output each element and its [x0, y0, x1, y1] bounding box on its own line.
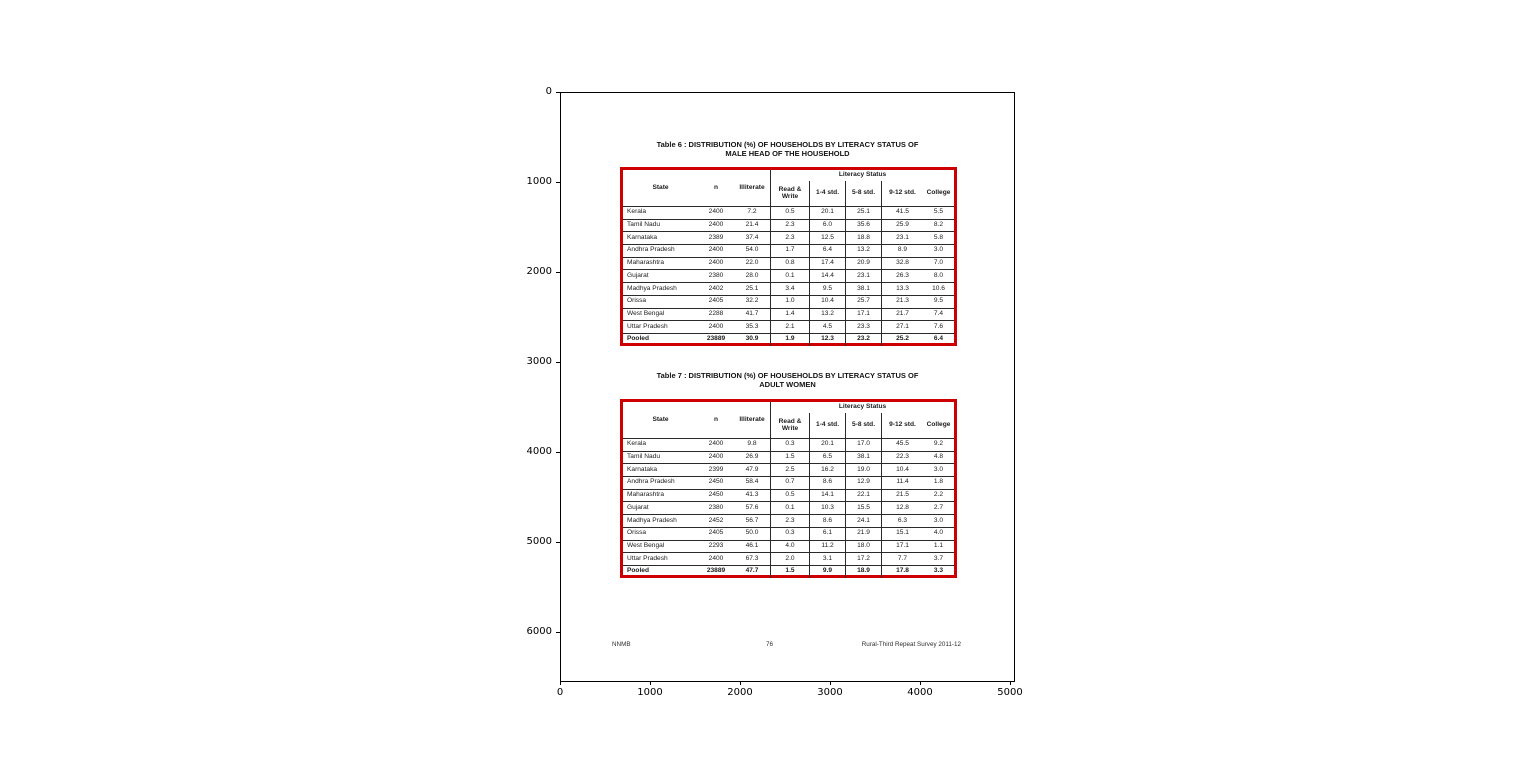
y-tick-label: 5000 — [526, 536, 552, 547]
row-value: 27.1 — [881, 320, 923, 333]
row-state-name: Tamil Nadu — [623, 219, 698, 232]
row-value: 8.2 — [923, 219, 954, 232]
x-tick-label: 4000 — [907, 687, 933, 698]
row-value: 18.8 — [845, 231, 881, 244]
row-state-name: Pooled — [623, 333, 698, 346]
row-value: 9.9 — [809, 565, 845, 578]
row-state-name: Gujarat — [623, 501, 698, 514]
row-value: 25.9 — [881, 219, 923, 232]
footer-left-nnmb: NNMB — [612, 641, 631, 648]
row-value: 35.3 — [734, 320, 770, 333]
row-value: 0.1 — [770, 501, 809, 514]
row-value: 10.3 — [809, 501, 845, 514]
row-state-name: Pooled — [623, 565, 698, 578]
column-header-5-8-std-: 5-8 std. — [845, 181, 881, 206]
y-tick-mark — [556, 632, 560, 633]
row-value: 8.6 — [809, 476, 845, 489]
y-tick-mark — [556, 272, 560, 273]
table-6-title — [561, 140, 1014, 158]
row-value: 3.4 — [770, 282, 809, 295]
row-value: 38.1 — [845, 451, 881, 464]
row-value: 2.0 — [770, 552, 809, 565]
row-value: 20.9 — [845, 257, 881, 270]
row-value: 16.2 — [809, 463, 845, 476]
row-value: 2405 — [698, 527, 734, 540]
row-value: 2400 — [698, 206, 734, 219]
row-value: 37.4 — [734, 231, 770, 244]
row-value: 2400 — [698, 438, 734, 451]
row-value: 67.3 — [734, 552, 770, 565]
row-value: 3.0 — [923, 244, 954, 257]
row-state-name: Kerala — [623, 438, 698, 451]
row-value: 2.7 — [923, 501, 954, 514]
column-header-9-12-std-: 9-12 std. — [881, 181, 923, 206]
row-value: 23889 — [698, 333, 734, 346]
row-value: 21.4 — [734, 219, 770, 232]
row-value: 9.8 — [734, 438, 770, 451]
row-value: 22.0 — [734, 257, 770, 270]
x-tick-mark — [920, 681, 921, 685]
column-header-9-12-std-: 9-12 std. — [881, 413, 923, 438]
y-tick-mark — [556, 362, 560, 363]
column-header-illiterate: Illiterate — [739, 183, 765, 191]
row-value: 17.1 — [881, 540, 923, 553]
row-value: 7.4 — [923, 308, 954, 321]
column-header-n: n — [713, 183, 719, 191]
row-value: 17.1 — [845, 308, 881, 321]
row-value: 30.9 — [734, 333, 770, 346]
row-state-name: Madhya Pradesh — [623, 282, 698, 295]
row-value: 8.6 — [809, 514, 845, 527]
row-value: 13.3 — [881, 282, 923, 295]
row-value: 21.9 — [845, 527, 881, 540]
column-header-college: College — [926, 421, 951, 429]
row-value: 2405 — [698, 295, 734, 308]
column-header-college: College — [926, 189, 951, 197]
x-tick-mark — [560, 681, 561, 685]
row-state-name: West Bengal — [623, 308, 698, 321]
row-value: 47.7 — [734, 565, 770, 578]
row-value: 2.3 — [770, 231, 809, 244]
x-tick-label: 0 — [556, 687, 564, 698]
row-state-name: Uttar Pradesh — [623, 552, 698, 565]
row-value: 18.9 — [845, 565, 881, 578]
row-state-name: Tamil Nadu — [623, 451, 698, 464]
row-value: 1.4 — [770, 308, 809, 321]
row-value: 15.1 — [881, 527, 923, 540]
y-tick-label: 6000 — [526, 626, 552, 637]
row-value: 12.9 — [845, 476, 881, 489]
x-tick-label: 5000 — [997, 687, 1023, 698]
row-value: 23.1 — [845, 269, 881, 282]
row-value: 14.4 — [809, 269, 845, 282]
row-value: 2.2 — [923, 489, 954, 502]
row-value: 2450 — [698, 476, 734, 489]
row-value: 11.4 — [881, 476, 923, 489]
row-value: 3.7 — [923, 552, 954, 565]
row-value: 2450 — [698, 489, 734, 502]
row-state-name: Andhra Pradesh — [623, 476, 698, 489]
row-value: 1.9 — [770, 333, 809, 346]
row-value: 7.0 — [923, 257, 954, 270]
row-value: 3.1 — [809, 552, 845, 565]
row-value: 10.4 — [809, 295, 845, 308]
row-state-name: Maharashtra — [623, 489, 698, 502]
row-value: 17.4 — [809, 257, 845, 270]
row-state-name: Madhya Pradesh — [623, 514, 698, 527]
y-tick-label: 4000 — [526, 446, 552, 457]
x-tick-mark — [830, 681, 831, 685]
row-value: 21.3 — [881, 295, 923, 308]
row-value: 3.0 — [923, 463, 954, 476]
row-value: 38.1 — [845, 282, 881, 295]
row-value: 3.3 — [923, 565, 954, 578]
row-value: 10.6 — [923, 282, 954, 295]
row-value: 6.3 — [881, 514, 923, 527]
y-tick-mark — [556, 452, 560, 453]
x-tick-label: 2000 — [727, 687, 753, 698]
row-value: 57.6 — [734, 501, 770, 514]
row-value: 2400 — [698, 552, 734, 565]
row-value: 0.5 — [770, 489, 809, 502]
row-value: 25.1 — [845, 206, 881, 219]
footer-right-survey-name: Rural-Third Repeat Survey 2011-12 — [861, 641, 961, 648]
row-state-name: Karnataka — [623, 231, 698, 244]
table-6-title-line2: MALE HEAD OF THE HOUSEHOLD — [725, 149, 850, 158]
row-value: 24.1 — [845, 514, 881, 527]
row-value: 14.1 — [809, 489, 845, 502]
row-value: 2400 — [698, 257, 734, 270]
row-value: 1.1 — [923, 540, 954, 553]
row-value: 41.7 — [734, 308, 770, 321]
row-state-name: Orissa — [623, 295, 698, 308]
group-header-literacy-status: Literacy Status — [770, 402, 954, 413]
row-value: 5.8 — [923, 231, 954, 244]
row-value: 46.1 — [734, 540, 770, 553]
y-tick-mark — [556, 182, 560, 183]
row-value: 2.3 — [770, 219, 809, 232]
row-value: 7.6 — [923, 320, 954, 333]
column-header-state: State — [652, 183, 669, 191]
row-value: 1.5 — [770, 565, 809, 578]
table-6-title-line1: Table 6 : DISTRIBUTION (%) OF HOUSEHOLDS BY LITERACY STATUS OF — [656, 140, 919, 149]
row-value: 2452 — [698, 514, 734, 527]
row-value: 0.3 — [770, 438, 809, 451]
row-value: 22.3 — [881, 451, 923, 464]
row-value: 25.2 — [881, 333, 923, 346]
row-state-name: Orissa — [623, 527, 698, 540]
row-value: 23889 — [698, 565, 734, 578]
row-value: 9.5 — [923, 295, 954, 308]
row-value: 1.5 — [770, 451, 809, 464]
row-value: 2400 — [698, 451, 734, 464]
row-value: 13.2 — [809, 308, 845, 321]
row-value: 45.5 — [881, 438, 923, 451]
row-value: 2400 — [698, 320, 734, 333]
row-value: 1.7 — [770, 244, 809, 257]
row-value: 54.0 — [734, 244, 770, 257]
row-value: 20.1 — [809, 206, 845, 219]
row-value: 0.3 — [770, 527, 809, 540]
row-value: 11.2 — [809, 540, 845, 553]
row-value: 12.8 — [881, 501, 923, 514]
row-value: 8.9 — [881, 244, 923, 257]
row-value: 1.0 — [770, 295, 809, 308]
row-value: 23.2 — [845, 333, 881, 346]
column-header-1-4-std-: 1-4 std. — [809, 181, 845, 206]
row-value: 18.0 — [845, 540, 881, 553]
row-value: 4.5 — [809, 320, 845, 333]
row-value: 6.4 — [809, 244, 845, 257]
row-value: 2.5 — [770, 463, 809, 476]
row-value: 47.9 — [734, 463, 770, 476]
row-value: 12.3 — [809, 333, 845, 346]
y-tick-label: 2000 — [526, 266, 552, 277]
x-tick-label: 1000 — [637, 687, 663, 698]
row-value: 21.5 — [881, 489, 923, 502]
column-header-5-8-std-: 5-8 std. — [845, 413, 881, 438]
row-value: 2380 — [698, 501, 734, 514]
row-value: 6.1 — [809, 527, 845, 540]
row-value: 22.1 — [845, 489, 881, 502]
column-header-read-write: Read & Write — [770, 413, 809, 438]
row-value: 3.0 — [923, 514, 954, 527]
row-value: 58.4 — [734, 476, 770, 489]
document-page — [561, 93, 1014, 681]
x-tick-mark — [740, 681, 741, 685]
row-value: 2400 — [698, 219, 734, 232]
row-value: 2402 — [698, 282, 734, 295]
row-value: 0.7 — [770, 476, 809, 489]
y-tick-label: 0 — [545, 86, 552, 97]
table-7-adult-women-literacy — [620, 399, 957, 578]
row-value: 2288 — [698, 308, 734, 321]
y-tick-label: 3000 — [526, 356, 552, 367]
row-value: 2400 — [698, 244, 734, 257]
row-value: 6.0 — [809, 219, 845, 232]
row-value: 0.5 — [770, 206, 809, 219]
row-value: 2380 — [698, 269, 734, 282]
row-value: 5.5 — [923, 206, 954, 219]
row-value: 25.1 — [734, 282, 770, 295]
row-value: 4.8 — [923, 451, 954, 464]
row-value: 7.2 — [734, 206, 770, 219]
row-value: 0.8 — [770, 257, 809, 270]
row-value: 20.1 — [809, 438, 845, 451]
row-value: 41.3 — [734, 489, 770, 502]
row-value: 9.5 — [809, 282, 845, 295]
group-header-literacy-status: Literacy Status — [770, 170, 954, 181]
row-value: 8.0 — [923, 269, 954, 282]
y-tick-label: 1000 — [526, 176, 552, 187]
row-value: 13.2 — [845, 244, 881, 257]
row-value: 17.0 — [845, 438, 881, 451]
row-value: 1.8 — [923, 476, 954, 489]
row-state-name: Karnataka — [623, 463, 698, 476]
row-value: 4.0 — [770, 540, 809, 553]
row-value: 2389 — [698, 231, 734, 244]
table-6-male-head-literacy — [620, 167, 957, 346]
footer-page-number: 76 — [766, 641, 774, 648]
column-header-1-4-std-: 1-4 std. — [809, 413, 845, 438]
row-state-name: Andhra Pradesh — [623, 244, 698, 257]
row-value: 28.0 — [734, 269, 770, 282]
row-value: 6.5 — [809, 451, 845, 464]
row-value: 41.5 — [881, 206, 923, 219]
row-state-name: Uttar Pradesh — [623, 320, 698, 333]
column-header-n: n — [713, 415, 719, 423]
row-value: 32.8 — [881, 257, 923, 270]
row-value: 0.1 — [770, 269, 809, 282]
column-header-state: State — [652, 415, 669, 423]
row-value: 23.3 — [845, 320, 881, 333]
row-value: 26.3 — [881, 269, 923, 282]
x-tick-mark — [1010, 681, 1011, 685]
row-value: 2.3 — [770, 514, 809, 527]
row-value: 50.0 — [734, 527, 770, 540]
row-value: 56.7 — [734, 514, 770, 527]
y-tick-mark — [556, 92, 560, 93]
row-value: 25.7 — [845, 295, 881, 308]
row-value: 19.0 — [845, 463, 881, 476]
table-7-title-line2: ADULT WOMEN — [759, 380, 816, 389]
row-value: 17.8 — [881, 565, 923, 578]
plot-axes — [560, 92, 1015, 682]
row-state-name: Maharashtra — [623, 257, 698, 270]
row-value: 2.1 — [770, 320, 809, 333]
row-state-name: Kerala — [623, 206, 698, 219]
row-value: 7.7 — [881, 552, 923, 565]
row-value: 9.2 — [923, 438, 954, 451]
row-state-name: Gujarat — [623, 269, 698, 282]
table-7-title-line1: Table 7 : DISTRIBUTION (%) OF HOUSEHOLDS BY LITERACY STATUS OF — [656, 371, 919, 380]
row-value: 12.5 — [809, 231, 845, 244]
row-value: 23.1 — [881, 231, 923, 244]
row-value: 4.0 — [923, 527, 954, 540]
row-value: 32.2 — [734, 295, 770, 308]
row-value: 35.6 — [845, 219, 881, 232]
row-value: 26.9 — [734, 451, 770, 464]
row-value: 15.5 — [845, 501, 881, 514]
column-header-read-write: Read & Write — [770, 181, 809, 206]
row-value: 2293 — [698, 540, 734, 553]
row-value: 21.7 — [881, 308, 923, 321]
column-header-illiterate: Illiterate — [739, 415, 765, 423]
row-state-name: West Bengal — [623, 540, 698, 553]
x-tick-mark — [650, 681, 651, 685]
x-tick-label: 3000 — [817, 687, 843, 698]
row-value: 2399 — [698, 463, 734, 476]
row-value: 17.2 — [845, 552, 881, 565]
table-7-title — [561, 371, 1014, 389]
row-value: 10.4 — [881, 463, 923, 476]
y-tick-mark — [556, 542, 560, 543]
row-value: 6.4 — [923, 333, 954, 346]
